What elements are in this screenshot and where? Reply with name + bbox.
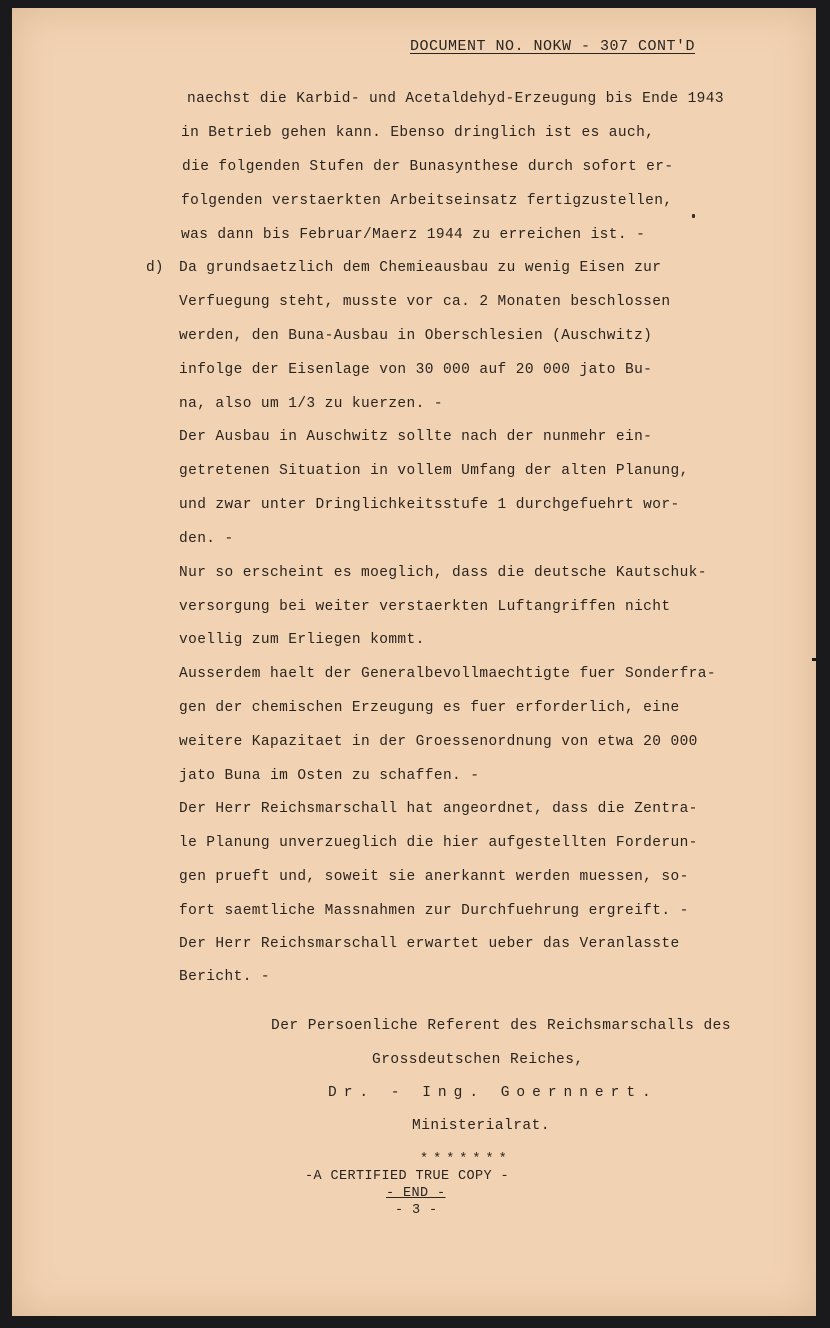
text-line: die folgenden Stufen der Bunasynthese durch sofort er- xyxy=(182,159,674,175)
text-line: Verfuegung steht, musste vor ca. 2 Monaten beschlossen xyxy=(179,294,671,310)
text-line: werden, den Buna-Ausbau in Oberschlesien (Auschwitz) xyxy=(179,328,653,344)
text-line: Bericht. - xyxy=(179,969,271,985)
text-line: Der Herr Reichsmarschall hat angeordnet, dass die Zentra- xyxy=(179,801,698,817)
certified-copy-note: -A CERTIFIED TRUE COPY - xyxy=(305,1169,510,1184)
text-line: Nur so erscheint es moeglich, dass die deutsche Kautschuk- xyxy=(179,565,707,581)
text-line: naechst die Karbid- und Acetaldehyd-Erzeugung bis Ende 1943 xyxy=(187,91,724,107)
text-line: infolge der Eisenlage von 30 000 auf 20 000 jato Bu- xyxy=(179,362,653,378)
text-line: gen prueft und, soweit sie anerkannt werden muessen, so- xyxy=(179,869,689,885)
document-number-header: DOCUMENT NO. NOKW - 307 CONT'D xyxy=(410,38,696,55)
text-line: voellig zum Erliegen kommt. xyxy=(179,632,425,648)
text-line: Ausserdem haelt der Generalbevollmaechtigte fuer Sonderfra- xyxy=(179,666,716,682)
text-line: Da grundsaetzlich dem Chemieausbau zu wenig Eisen zur xyxy=(179,260,662,276)
text-line: in Betrieb gehen kann. Ebenso dringlich ist es auch, xyxy=(181,125,655,141)
edge-mark xyxy=(812,658,828,661)
text-line: na, also um 1/3 zu kuerzen. - xyxy=(179,396,443,412)
paper-speck xyxy=(692,214,695,218)
signature-line-1: Der Persoenliche Referent des Reichsmarschalls des xyxy=(271,1018,732,1034)
separator-stars: ******* xyxy=(420,1152,512,1167)
signature-line-2: Grossdeutschen Reiches, xyxy=(372,1052,584,1068)
section-marker: d) xyxy=(146,260,164,276)
text-line: den. - xyxy=(179,531,234,547)
text-line: versorgung bei weiter verstaerkten Luftangriffen nicht xyxy=(179,599,671,615)
page-number: - 3 - xyxy=(395,1203,438,1218)
text-line: was dann bis Februar/Maerz 1944 zu erreichen ist. - xyxy=(181,227,646,243)
signatory-title: Ministerialrat. xyxy=(412,1118,551,1134)
text-line: getretenen Situation in vollem Umfang der alten Planung, xyxy=(179,463,689,479)
text-line: Der Ausbau in Auschwitz sollte nach der nunmehr ein- xyxy=(179,429,653,445)
text-line: folgenden verstaerkten Arbeitseinsatz fertigzustellen, xyxy=(181,193,673,209)
text-line: gen der chemischen Erzeugung es fuer erforderlich, eine xyxy=(179,700,680,716)
text-line: jato Buna im Osten zu schaffen. - xyxy=(179,768,480,784)
text-line: und zwar unter Dringlichkeitsstufe 1 durchgefuehrt wor- xyxy=(179,497,680,513)
text-line: weitere Kapazitaet in der Groessenordnung von etwa 20 000 xyxy=(179,734,698,750)
text-line: fort saemtliche Massnahmen zur Durchfuehrung ergreift. - xyxy=(179,903,689,919)
document-page xyxy=(12,8,816,1316)
text-line: Der Herr Reichsmarschall erwartet ueber das Veranlasste xyxy=(179,936,680,952)
end-marker: - END - xyxy=(386,1186,446,1201)
signatory-name: Dr. - Ing. Goernnert. xyxy=(328,1085,658,1101)
text-line: le Planung unverzueglich die hier aufgestellten Forderun- xyxy=(179,835,698,851)
